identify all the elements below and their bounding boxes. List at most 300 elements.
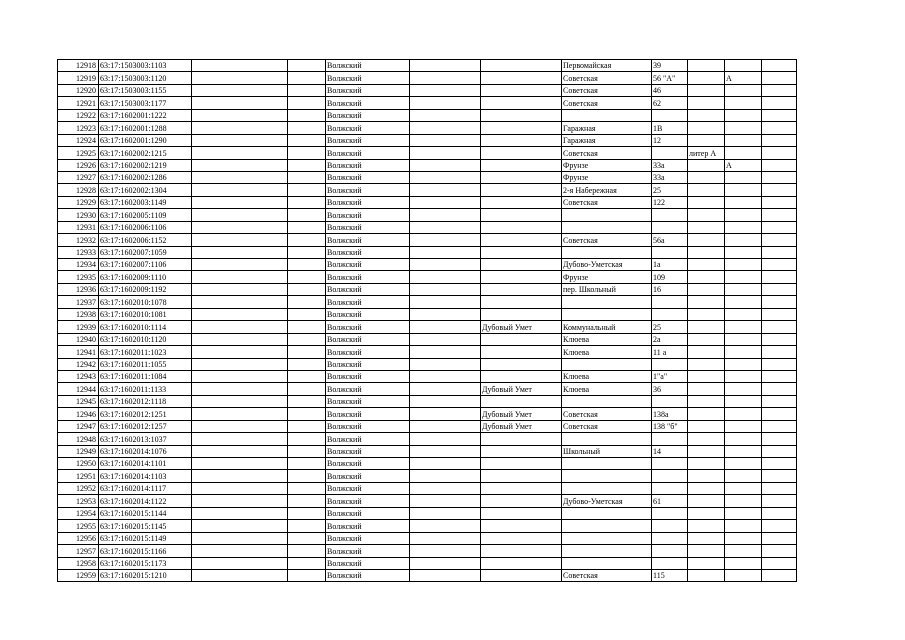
cell-house-number: 39 (652, 60, 688, 72)
cell-empty-col-d (762, 420, 797, 432)
cell-street (562, 358, 652, 370)
cell-letter (725, 84, 762, 96)
cell-house-number (652, 532, 688, 544)
cell-district: Волжский (326, 370, 410, 382)
cell-house-number: 16 (652, 283, 688, 295)
cell-empty-col-d (762, 283, 797, 295)
cell-empty-col-d (762, 507, 797, 519)
cell-house-number (652, 221, 688, 233)
cell-house-number (652, 557, 688, 569)
table-row (58, 97, 797, 109)
cell-empty-col-c (410, 532, 481, 544)
cell-house-number: 61 (652, 495, 688, 507)
cell-row-number: 12950 (58, 458, 99, 470)
cell-building (688, 433, 725, 445)
cell-empty-col-d (762, 557, 797, 569)
cell-district: Волжский (326, 507, 410, 519)
cell-building (688, 346, 725, 358)
cell-empty-col-a (192, 458, 288, 470)
cell-building (688, 520, 725, 532)
cell-street: Фрунзе (562, 159, 652, 171)
cell-locality (481, 482, 562, 494)
cell-empty-col-a (192, 383, 288, 395)
table-row (58, 333, 797, 345)
cell-row-number: 12932 (58, 234, 99, 246)
cell-building (688, 234, 725, 246)
cell-district: Волжский (326, 557, 410, 569)
cell-house-number: 138а (652, 408, 688, 420)
cell-empty-col-d (762, 159, 797, 171)
cell-row-number: 12927 (58, 171, 99, 183)
cell-row-number: 12946 (58, 408, 99, 420)
cell-row-number: 12941 (58, 346, 99, 358)
cell-empty-col-a (192, 84, 288, 96)
cell-district: Волжский (326, 221, 410, 233)
cell-cadastral-number: 63:17:1602009:1192 (99, 283, 192, 295)
cell-cadastral-number: 63:17:1602006:1106 (99, 221, 192, 233)
cell-locality (481, 520, 562, 532)
cell-locality (481, 507, 562, 519)
cell-empty-col-d (762, 122, 797, 134)
table-row (58, 408, 797, 420)
cell-cadastral-number: 63:17:1602014:1122 (99, 495, 192, 507)
cell-empty-col-a (192, 196, 288, 208)
table-row (58, 383, 797, 395)
cell-house-number: 36 (652, 383, 688, 395)
cell-district: Волжский (326, 383, 410, 395)
cell-empty-col-b (288, 458, 326, 470)
cell-empty-col-b (288, 470, 326, 482)
cell-locality (481, 445, 562, 457)
cell-house-number (652, 109, 688, 121)
cell-letter (725, 109, 762, 121)
cell-house-number: 109 (652, 271, 688, 283)
cell-empty-col-a (192, 569, 288, 581)
cell-building (688, 84, 725, 96)
cell-row-number: 12937 (58, 296, 99, 308)
cell-row-number: 12934 (58, 259, 99, 271)
table-row (58, 482, 797, 494)
table-body (58, 60, 797, 582)
cell-empty-col-a (192, 109, 288, 121)
cell-building (688, 358, 725, 370)
cell-empty-col-b (288, 171, 326, 183)
cell-cadastral-number: 63:17:1602015:1173 (99, 557, 192, 569)
cell-row-number: 12945 (58, 395, 99, 407)
cell-house-number: 1а (652, 259, 688, 271)
cell-empty-col-d (762, 72, 797, 84)
cell-letter (725, 221, 762, 233)
cell-building (688, 122, 725, 134)
cell-empty-col-a (192, 60, 288, 72)
cell-cadastral-number: 63:17:1602014:1117 (99, 482, 192, 494)
cell-letter (725, 259, 762, 271)
cell-empty-col-c (410, 333, 481, 345)
cell-building (688, 159, 725, 171)
cell-empty-col-c (410, 221, 481, 233)
cell-empty-col-c (410, 507, 481, 519)
cell-row-number: 12955 (58, 520, 99, 532)
cell-empty-col-a (192, 470, 288, 482)
cell-locality (481, 458, 562, 470)
cell-street: Советская (562, 147, 652, 159)
cell-empty-col-d (762, 321, 797, 333)
cell-locality (481, 569, 562, 581)
cell-cadastral-number: 63:17:1602001:1222 (99, 109, 192, 121)
table-row (58, 259, 797, 271)
cell-empty-col-d (762, 97, 797, 109)
cell-empty-col-b (288, 383, 326, 395)
cell-empty-col-d (762, 545, 797, 557)
cell-house-number: 1"а" (652, 370, 688, 382)
cell-building (688, 458, 725, 470)
cell-cadastral-number: 63:17:1602001:1290 (99, 134, 192, 146)
cell-street: Дубово-Уметская (562, 259, 652, 271)
cell-house-number: 25 (652, 321, 688, 333)
table-row (58, 321, 797, 333)
cell-locality: Дубовый Умет (481, 383, 562, 395)
cell-empty-col-d (762, 482, 797, 494)
cell-empty-col-c (410, 271, 481, 283)
cell-district: Волжский (326, 259, 410, 271)
cell-district: Волжский (326, 109, 410, 121)
cell-street: Советская (562, 420, 652, 432)
cell-letter (725, 122, 762, 134)
table-row (58, 122, 797, 134)
cell-empty-col-a (192, 296, 288, 308)
table-row (58, 495, 797, 507)
cell-street (562, 557, 652, 569)
cell-street: Школьный (562, 445, 652, 457)
table-row (58, 346, 797, 358)
cell-empty-col-b (288, 72, 326, 84)
cell-empty-col-d (762, 134, 797, 146)
cell-locality (481, 84, 562, 96)
cell-letter (725, 470, 762, 482)
cell-empty-col-a (192, 370, 288, 382)
cell-building (688, 171, 725, 183)
table-row (58, 246, 797, 258)
cell-empty-col-d (762, 346, 797, 358)
cell-empty-col-c (410, 84, 481, 96)
cell-empty-col-d (762, 308, 797, 320)
cell-house-number (652, 482, 688, 494)
cell-letter (725, 296, 762, 308)
cell-building (688, 495, 725, 507)
cell-letter (725, 557, 762, 569)
cell-row-number: 12949 (58, 445, 99, 457)
cell-empty-col-a (192, 221, 288, 233)
cell-empty-col-d (762, 358, 797, 370)
table-row (58, 134, 797, 146)
cell-locality (481, 60, 562, 72)
cell-locality (481, 308, 562, 320)
table-row (58, 308, 797, 320)
cell-row-number: 12942 (58, 358, 99, 370)
cell-row-number: 12947 (58, 420, 99, 432)
cell-empty-col-d (762, 395, 797, 407)
cell-house-number (652, 458, 688, 470)
cell-cadastral-number: 63:17:1602014:1076 (99, 445, 192, 457)
cell-row-number: 12956 (58, 532, 99, 544)
cell-street (562, 458, 652, 470)
cell-empty-col-b (288, 196, 326, 208)
cell-building (688, 445, 725, 457)
cell-row-number: 12935 (58, 271, 99, 283)
table-row (58, 60, 797, 72)
cell-empty-col-c (410, 109, 481, 121)
cell-empty-col-a (192, 209, 288, 221)
cell-house-number: 25 (652, 184, 688, 196)
cell-empty-col-d (762, 60, 797, 72)
cell-empty-col-c (410, 520, 481, 532)
cell-empty-col-c (410, 445, 481, 457)
cell-building (688, 408, 725, 420)
cell-cadastral-number: 63:17:1602011:1055 (99, 358, 192, 370)
cell-row-number: 12951 (58, 470, 99, 482)
cell-district: Волжский (326, 433, 410, 445)
cell-cadastral-number: 63:17:1503003:1103 (99, 60, 192, 72)
cell-empty-col-b (288, 209, 326, 221)
cell-empty-col-b (288, 445, 326, 457)
cell-house-number: 1В (652, 122, 688, 134)
cell-district: Волжский (326, 333, 410, 345)
cell-locality (481, 358, 562, 370)
cell-empty-col-a (192, 420, 288, 432)
cell-row-number: 12923 (58, 122, 99, 134)
cell-empty-col-d (762, 109, 797, 121)
cell-empty-col-d (762, 147, 797, 159)
cell-empty-col-d (762, 84, 797, 96)
cell-cadastral-number: 63:17:1602002:1304 (99, 184, 192, 196)
table-row (58, 159, 797, 171)
cell-empty-col-d (762, 196, 797, 208)
cell-empty-col-a (192, 495, 288, 507)
cell-house-number: 14 (652, 445, 688, 457)
cell-empty-col-b (288, 346, 326, 358)
cell-district: Волжский (326, 346, 410, 358)
cell-letter (725, 171, 762, 183)
cell-district: Волжский (326, 196, 410, 208)
cell-empty-col-c (410, 134, 481, 146)
cell-empty-col-c (410, 234, 481, 246)
cell-empty-col-a (192, 395, 288, 407)
cell-cadastral-number: 63:17:1602013:1037 (99, 433, 192, 445)
cell-row-number: 12938 (58, 308, 99, 320)
cell-street: Фрунзе (562, 171, 652, 183)
cell-district: Волжский (326, 283, 410, 295)
table-row (58, 109, 797, 121)
cell-street: Советская (562, 196, 652, 208)
cell-building (688, 109, 725, 121)
cell-cadastral-number: 63:17:1602002:1215 (99, 147, 192, 159)
cell-street: Советская (562, 97, 652, 109)
cell-row-number: 12930 (58, 209, 99, 221)
cell-empty-col-b (288, 557, 326, 569)
cell-house-number (652, 358, 688, 370)
cell-street: Коммунальный (562, 321, 652, 333)
cell-empty-col-d (762, 532, 797, 544)
cell-street (562, 532, 652, 544)
cell-district: Волжский (326, 171, 410, 183)
cell-locality (481, 271, 562, 283)
cell-empty-col-b (288, 259, 326, 271)
cell-street (562, 545, 652, 557)
cell-building (688, 221, 725, 233)
table-row (58, 184, 797, 196)
cell-district: Волжский (326, 308, 410, 320)
cell-building (688, 395, 725, 407)
cell-empty-col-d (762, 520, 797, 532)
cell-house-number: 56а (652, 234, 688, 246)
cell-cadastral-number: 63:17:1602009:1110 (99, 271, 192, 283)
cell-district: Волжский (326, 408, 410, 420)
cell-street (562, 296, 652, 308)
cell-house-number: 115 (652, 569, 688, 581)
cell-district: Волжский (326, 532, 410, 544)
cell-house-number: 12 (652, 134, 688, 146)
cell-cadastral-number: 63:17:1602011:1133 (99, 383, 192, 395)
cell-cadastral-number: 63:17:1602015:1166 (99, 545, 192, 557)
cell-district: Волжский (326, 97, 410, 109)
table-row (58, 532, 797, 544)
table-row (58, 72, 797, 84)
cell-district: Волжский (326, 395, 410, 407)
cell-locality (481, 545, 562, 557)
cell-empty-col-b (288, 134, 326, 146)
cell-empty-col-d (762, 221, 797, 233)
cell-building (688, 72, 725, 84)
cell-letter (725, 147, 762, 159)
cell-locality (481, 97, 562, 109)
cell-district: Волжский (326, 147, 410, 159)
cell-building (688, 383, 725, 395)
cell-empty-col-b (288, 321, 326, 333)
cell-letter (725, 60, 762, 72)
cell-district: Волжский (326, 159, 410, 171)
cell-street (562, 209, 652, 221)
cell-street: Клюева (562, 383, 652, 395)
cell-empty-col-b (288, 296, 326, 308)
cell-empty-col-b (288, 308, 326, 320)
cell-cadastral-number: 63:17:1602010:1081 (99, 308, 192, 320)
cell-empty-col-b (288, 532, 326, 544)
cell-cadastral-number: 63:17:1602010:1120 (99, 333, 192, 345)
cell-building (688, 545, 725, 557)
cell-empty-col-b (288, 122, 326, 134)
cell-cadastral-number: 63:17:1602007:1059 (99, 246, 192, 258)
cell-empty-col-b (288, 333, 326, 345)
cell-row-number: 12959 (58, 569, 99, 581)
cell-building (688, 420, 725, 432)
cell-empty-col-c (410, 470, 481, 482)
cell-empty-col-b (288, 97, 326, 109)
cell-row-number: 12940 (58, 333, 99, 345)
cell-district: Волжский (326, 458, 410, 470)
cell-row-number: 12933 (58, 246, 99, 258)
cell-cadastral-number: 63:17:1602014:1103 (99, 470, 192, 482)
cell-letter (725, 445, 762, 457)
cell-empty-col-a (192, 271, 288, 283)
cell-row-number: 12953 (58, 495, 99, 507)
cell-locality (481, 333, 562, 345)
cell-cadastral-number: 63:17:1602012:1251 (99, 408, 192, 420)
table-row (58, 557, 797, 569)
cell-empty-col-a (192, 171, 288, 183)
cell-cadastral-number: 63:17:1602015:1149 (99, 532, 192, 544)
cell-empty-col-d (762, 458, 797, 470)
cell-empty-col-a (192, 545, 288, 557)
table-row (58, 283, 797, 295)
cell-cadastral-number: 63:17:1602001:1288 (99, 122, 192, 134)
cell-letter (725, 321, 762, 333)
cell-row-number: 12919 (58, 72, 99, 84)
cell-house-number (652, 147, 688, 159)
cell-empty-col-c (410, 72, 481, 84)
cell-row-number: 12952 (58, 482, 99, 494)
cell-empty-col-d (762, 445, 797, 457)
cell-street: Клюева (562, 370, 652, 382)
cell-locality (481, 171, 562, 183)
cell-house-number (652, 395, 688, 407)
cell-empty-col-b (288, 60, 326, 72)
cell-house-number (652, 433, 688, 445)
cell-empty-col-d (762, 433, 797, 445)
cell-district: Волжский (326, 520, 410, 532)
cell-letter (725, 458, 762, 470)
cell-house-number: 11 а (652, 346, 688, 358)
cell-empty-col-b (288, 482, 326, 494)
cell-empty-col-b (288, 408, 326, 420)
cell-empty-col-c (410, 259, 481, 271)
cell-building (688, 470, 725, 482)
cell-cadastral-number: 63:17:1602012:1118 (99, 395, 192, 407)
cell-empty-col-a (192, 346, 288, 358)
cell-empty-col-a (192, 259, 288, 271)
cell-empty-col-c (410, 321, 481, 333)
cell-empty-col-a (192, 321, 288, 333)
cell-house-number: 33а (652, 159, 688, 171)
cell-letter (725, 346, 762, 358)
cell-empty-col-b (288, 147, 326, 159)
cell-district: Волжский (326, 296, 410, 308)
cell-empty-col-a (192, 308, 288, 320)
cell-building (688, 184, 725, 196)
cell-cadastral-number: 63:17:1602010:1078 (99, 296, 192, 308)
cell-empty-col-c (410, 308, 481, 320)
table-row (58, 296, 797, 308)
cell-street (562, 109, 652, 121)
cell-street (562, 520, 652, 532)
cell-street (562, 221, 652, 233)
cell-building (688, 196, 725, 208)
cell-building (688, 246, 725, 258)
cell-empty-col-b (288, 271, 326, 283)
cell-empty-col-d (762, 259, 797, 271)
cell-empty-col-b (288, 495, 326, 507)
cell-locality (481, 433, 562, 445)
cell-empty-col-b (288, 234, 326, 246)
cell-empty-col-a (192, 147, 288, 159)
table-row (58, 520, 797, 532)
cell-street: Советская (562, 72, 652, 84)
cell-empty-col-a (192, 184, 288, 196)
cell-letter (725, 370, 762, 382)
cell-locality (481, 370, 562, 382)
cell-street: Гаражная (562, 134, 652, 146)
cell-empty-col-a (192, 122, 288, 134)
cell-street: Клюева (562, 346, 652, 358)
